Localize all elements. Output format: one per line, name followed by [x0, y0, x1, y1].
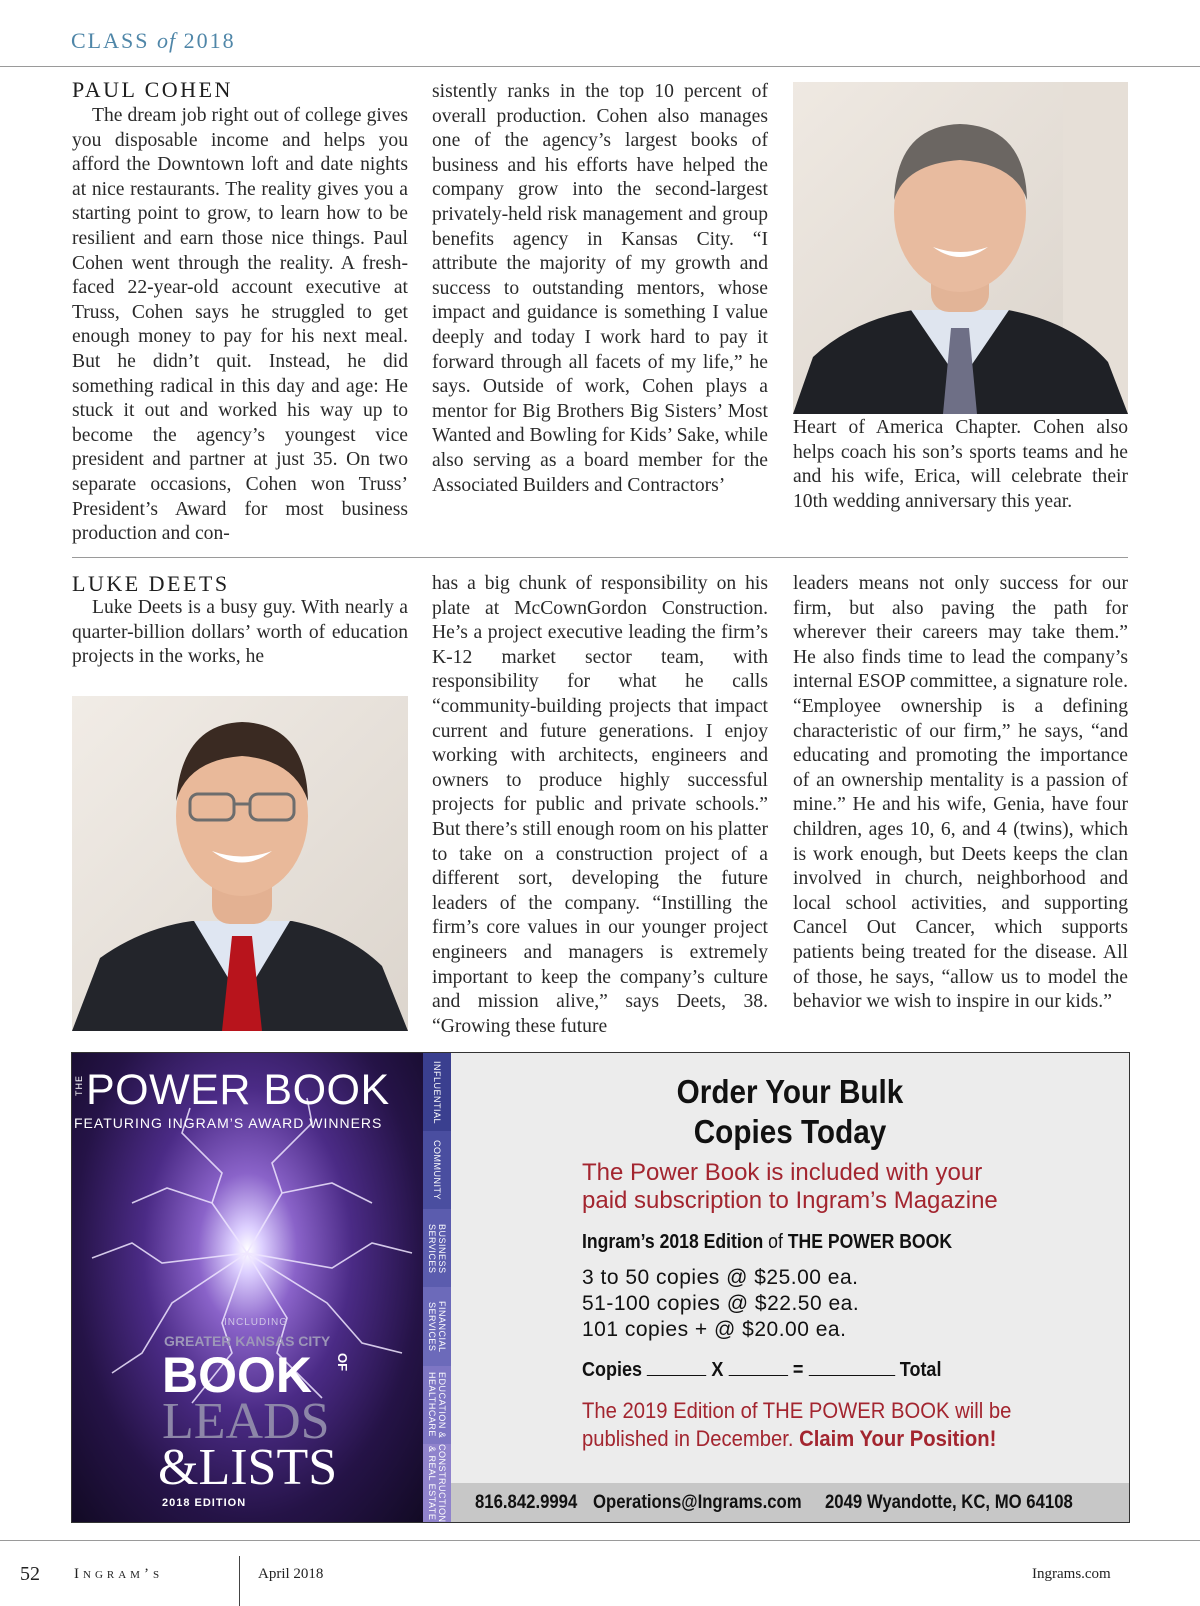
ad-claim-position[interactable]: Claim Your Position! [799, 1426, 997, 1451]
cover-tab [423, 1366, 451, 1444]
deets-paragraph-1: Luke Deets is a busy guy. With nearly a quarter-billion dollars’ worth of education projects in the works, he [72, 597, 408, 668]
cover-tab [423, 1131, 451, 1209]
cohen-paragraph-1: The dream job right out of college gives you disposable income and helps you afford the Downtown loft and date nights at nice restaurants. The reality gives you a starting point to grow, to learn how to be resilient and earn those nice things. Paul Cohen went through the reality. A fresh-faced 22-year-old account executive at Truss, Cohen says he struggled to get enough money to pay for his next meal. But he didn’t quit. Instead, he did something radical in this day and age: He stuck it out and worked his way up to become the agency’s youngest vice president and partner at just 35. On two separate occasions, Cohen won Truss’ President’s Award for most business production and con- [72, 105, 408, 545]
formula-total: Total [899, 1359, 942, 1381]
ad-contact-bar [451, 1483, 1129, 1522]
cohen-paragraph-3: Heart of America Chapter. Cohen also helps coach his son’s sports teams and he and his wife, Erica, will celebrate their 10th wedding anniversary this year. [793, 417, 1128, 512]
cover-tab-label: FINANCIAL SERVICES [427, 1300, 447, 1353]
cover-title: POWER BOOK [86, 1066, 390, 1114]
cover-subtitle: FEATURING INGRAM’S AWARD WINNERS [74, 1115, 383, 1131]
cohen-text-col2 [432, 80, 768, 498]
publication-name: Ingram’s [74, 1566, 164, 1582]
cover-tab-label: INFLUENTIAL [432, 1060, 442, 1124]
cover-book: BOOK [162, 1347, 312, 1403]
ad-edition-line [582, 1231, 952, 1254]
ad-order-formula [582, 1359, 941, 1382]
header-year: 2018 [183, 28, 236, 53]
cover-leads: LEADS [162, 1393, 330, 1450]
section-header [71, 28, 236, 54]
cover-including: INCLUDING [224, 1317, 289, 1328]
ad-included-line1: The Power Book is included with your [582, 1159, 983, 1186]
cover-edition: 2018 EDITION [162, 1497, 247, 1509]
ad-published-december: published in December. [582, 1426, 794, 1451]
header-rule [0, 66, 1200, 67]
ad-order-panel [451, 1053, 1129, 1522]
cover-tab-label: EDUCATION & HEALTHCARE [427, 1371, 447, 1438]
ad-included-line2: paid subscription to Ingram’s Magazine [582, 1187, 998, 1214]
profile-name-cohen: PAUL COHEN [72, 77, 233, 102]
footer-rule [0, 1540, 1200, 1541]
ad-edition-of: of [768, 1231, 783, 1253]
website-link[interactable]: Ingrams.com [1032, 1566, 1111, 1582]
formula-equals: = [792, 1359, 804, 1381]
cover-tab-label: CONSTRUCTION & REAL ESTATE [427, 1443, 447, 1523]
header-of-word: of [156, 28, 177, 53]
cover-of: OF [335, 1353, 350, 1372]
ad-next-edition-line1: The 2019 Edition of THE POWER BOOK will be [582, 1398, 1012, 1423]
cohen-portrait [793, 82, 1128, 414]
cover-tab [423, 1444, 451, 1522]
formula-x: X [711, 1359, 724, 1381]
page-number: 52 [20, 1563, 40, 1585]
profile-name-deets: LUKE DEETS [72, 571, 230, 596]
formula-blank-3[interactable] [808, 1375, 894, 1376]
ad-price-2: 51-100 copies @ $22.50 ea. [582, 1292, 860, 1315]
deets-paragraph-2: has a big chunk of responsibility on his plate at McCownGordon Construction. He’s a project executive leading the firm’s K-12 market sector team, with responsibility for what he calls “community-building projects that impact current and future generations. I enjoy working with architects, engineers and owners to produce highly successful projects for public and private schools.” But there’s still enough room on his platter to take on a construction project of a different sort, developing the future leaders of the company. “Instilling the firm’s core values in our younger project engineers and managers is extremely important to keep the company’s culture and mission alive,” says Deets, 38. “Growing these future [432, 573, 768, 1037]
power-book-cover [72, 1053, 423, 1522]
cover-section-tabs [423, 1053, 451, 1522]
cover-tab [423, 1287, 451, 1365]
cover-gkc: GREATER KANSAS CITY [164, 1333, 331, 1349]
deets-text-col3 [793, 572, 1128, 1015]
ad-headline-line2: Copies Today [693, 1113, 887, 1150]
profile-divider [72, 557, 1128, 558]
issue-date: April 2018 [258, 1566, 324, 1582]
ad-edition-title: THE POWER BOOK [787, 1231, 953, 1253]
ad-price-1: 3 to 50 copies @ $25.00 ea. [582, 1266, 859, 1289]
cover-lists: &LISTS [158, 1439, 338, 1496]
deets-paragraph-3: leaders means not only success for our firm, but also paving the path for wherever their careers may take them.” He also finds time to lead the company’s internal ESOP committee, a signature role. “Employee ownership is a defining characteristic of our firm,” he says, “and educating and promoting the importance of an ownership mentality is a passion of mine.” He and his wife, Genia, have four children, ages 10, 6, and 4 (twins), which is work enough, but Deets keeps the clan involved in church, neighborhood and local school activities, and supporting Cancel Out Cancer, which supports patients being treated for the disease. All of those, he says, “allow us to model the behavior we wish to inspire in our kids.” [793, 573, 1128, 1013]
deets-text-col1 [72, 596, 408, 670]
ad-address: 2049 Wyandotte, KC, MO 64108 [825, 1492, 1073, 1513]
deets-portrait [72, 696, 408, 1031]
cover-tab-label: BUSINESS SERVICES [427, 1223, 447, 1274]
ad-phone[interactable]: 816.842.9994 [475, 1492, 578, 1513]
formula-blank-1[interactable] [647, 1375, 706, 1376]
ad-next-edition-line2 [582, 1425, 996, 1453]
ad-edition-prefix: Ingram’s 2018 Edition [582, 1231, 764, 1253]
header-class-word: CLASS [71, 28, 150, 53]
cover-the: THE [74, 1075, 84, 1096]
cover-tab [423, 1209, 451, 1287]
formula-blank-2[interactable] [728, 1375, 787, 1376]
power-book-ad[interactable] [71, 1052, 1130, 1523]
deets-text-col2 [432, 572, 768, 1039]
cohen-text-col3 [793, 416, 1128, 514]
ad-email[interactable]: Operations@Ingrams.com [593, 1492, 802, 1513]
formula-copies: Copies [582, 1359, 643, 1381]
ad-headline-line1: Order Your Bulk [676, 1073, 904, 1110]
cover-tab-label: COMMUNITY [432, 1140, 442, 1201]
ad-price-3: 101 copies + @ $20.00 ea. [582, 1318, 847, 1341]
footer-divider [239, 1556, 240, 1606]
cohen-paragraph-2: sistently ranks in the top 10 percent of overall production. Cohen also manages one of the agency’s largest books of business and his efforts have helped the company grow into the second-largest privately-held risk management and group benefits agency in Kansas City. “I attribute the majority of my growth and success to outstanding mentors, whose impact and guidance is something I value deeply and today I work hard to pay it forward through all facets of my life,” he says. Outside of work, Cohen plays a mentor for Big Brothers Big Sisters’ Most Wanted and Bowling for Kids’ Sake, while also serving as a board member for the Associated Builders and Contractors’ [432, 81, 768, 496]
cover-tab [423, 1053, 451, 1131]
cohen-text-col1 [72, 104, 408, 547]
